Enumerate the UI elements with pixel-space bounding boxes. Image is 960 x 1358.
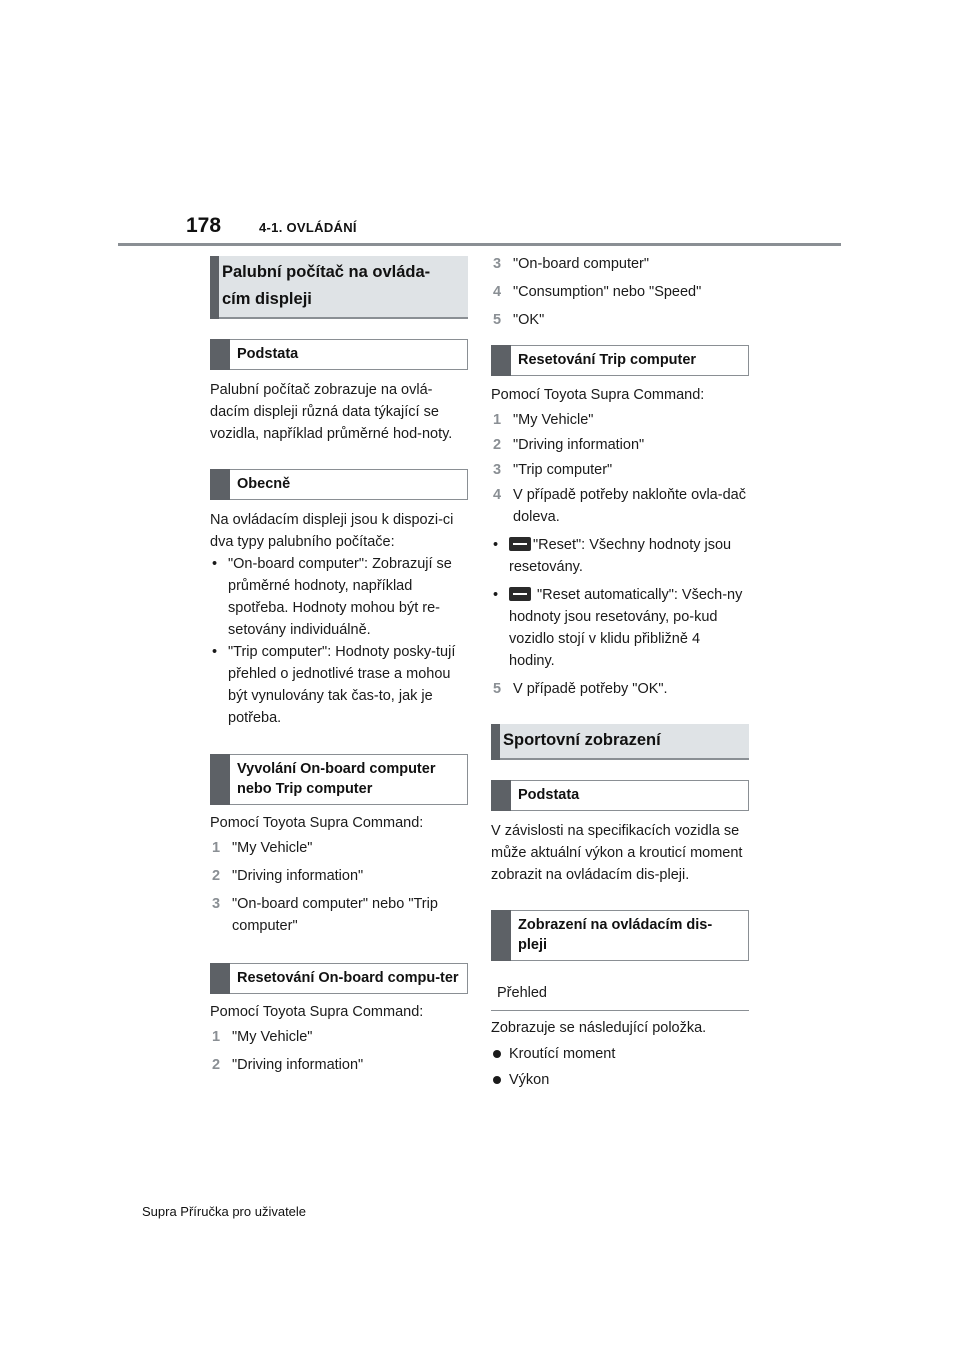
paragraph-items-intro: Zobrazuje se následující položka. xyxy=(491,1020,707,1036)
subsection-title-podstata: Podstata xyxy=(210,339,468,370)
list-item: • "Reset": Všechny hodnoty jsou resetovány. xyxy=(491,534,749,578)
paragraph-sport-podstata: V závislosti na specifikacích vozidla se může aktuální výkon a krouticí moment zobrazit na ovládacím dis-pleji. xyxy=(491,823,743,883)
list-item: Kroutící moment xyxy=(491,1043,749,1065)
subsection-title-podstata: Podstata xyxy=(491,780,749,811)
step-item: 4 V případě potřeby nakloňte ovla-dač doleva. xyxy=(493,487,746,525)
paragraph-command-intro: Pomocí Toyota Supra Command: xyxy=(491,387,705,403)
step-item: 3 "Trip computer" xyxy=(493,462,613,478)
list-item: • "On-board computer": Zobrazují se průměrné hodnoty, například spotřeba. Hodnoty mohou být re-setovány individuálně. xyxy=(210,553,468,641)
step-item: 2 "Driving information" xyxy=(212,868,364,884)
step-item: 2 "Driving information" xyxy=(212,1057,364,1073)
bullet-dot xyxy=(493,1076,501,1084)
paragraph-obecne: Na ovládacím displeji jsou k dispozi-ci dva typy palubního počítače: xyxy=(210,512,454,550)
footer-text: Supra Příručka pro uživatele xyxy=(142,1204,307,1219)
subsection-title-vyvolani: Vyvolání On-board computer nebo Trip computer xyxy=(210,754,468,805)
bullet-dot xyxy=(493,1050,501,1058)
step-item: 3 "On-board computer" nebo "Trip computer" xyxy=(212,896,438,934)
list-item: • "Reset automatically": Všech-ny hodnoty jsou resetovány, po-kud vozidlo stojí v klidu přibližně 4 hodiny. xyxy=(491,584,749,672)
step-item: 4 "Consumption" nebo "Speed" xyxy=(493,284,702,300)
step-item: 2 "Driving information" xyxy=(493,437,645,453)
subsection-title-obecne: Obecně xyxy=(210,469,468,500)
paragraph-command-intro: Pomocí Toyota Supra Command: xyxy=(210,815,424,831)
step-item: 1 "My Vehicle" xyxy=(212,840,313,856)
running-header: 4-1. OVLÁDÁNÍ xyxy=(259,220,357,235)
left-column xyxy=(210,256,468,1076)
reset-automatically-icon xyxy=(509,587,531,601)
header-rule xyxy=(118,243,841,246)
reset-icon xyxy=(509,537,531,551)
bullet-mark: • xyxy=(493,537,499,553)
section-title-sport-display: Sportovní zobrazení xyxy=(491,724,749,760)
step-item: 3 "On-board computer" xyxy=(493,256,650,272)
right-column xyxy=(491,253,749,1091)
step-item: 5 "OK" xyxy=(493,312,545,328)
overview-heading: Přehled xyxy=(491,975,749,1011)
step-item: 5 V případě potřeby "OK". xyxy=(493,681,668,697)
section-title-onboard-computer: Palubní počítač na ovláda-cím displeji xyxy=(210,256,468,319)
step-item: 1 "My Vehicle" xyxy=(493,412,594,428)
list-item: Výkon xyxy=(491,1069,749,1091)
page-number: 178 xyxy=(186,214,222,237)
bullet-mark: • xyxy=(212,556,218,572)
subsection-title-reset-trip: Resetování Trip computer xyxy=(491,345,749,376)
paragraph-command-intro: Pomocí Toyota Supra Command: xyxy=(210,1004,424,1020)
list-item: • "Trip computer": Hodnoty posky-tují přehled o jednotlivé trase a mohou být vynulovány tak čas-to, jak je potřeba. xyxy=(210,641,468,729)
bullet-mark: • xyxy=(493,587,499,603)
subsection-title-reset-onboard: Resetování On-board compu-ter xyxy=(210,963,468,994)
subsection-title-display: Zobrazení na ovládacím dis-pleji xyxy=(491,910,749,961)
bullet-mark: • xyxy=(212,644,218,660)
step-item: 1 "My Vehicle" xyxy=(212,1029,313,1045)
paragraph-podstata: Palubní počítač zobrazuje na ovlá-dacím displeji různá data týkající se vozidla, například průměrné hod-noty. xyxy=(210,382,453,442)
